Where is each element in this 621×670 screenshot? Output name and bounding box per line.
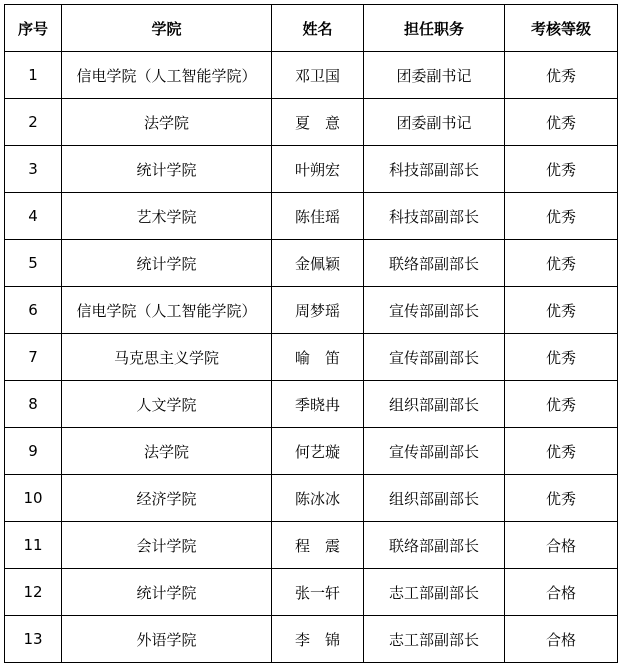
cell-index: 10 — [5, 475, 62, 522]
cell-college: 会计学院 — [62, 522, 272, 569]
cell-position: 联络部副部长 — [364, 240, 505, 287]
table-row — [5, 522, 618, 569]
assessment-table — [4, 4, 618, 663]
table-row — [5, 381, 618, 428]
cell-grade: 优秀 — [505, 381, 618, 428]
table-row — [5, 475, 618, 522]
cell-index: 4 — [5, 193, 62, 240]
cell-college: 艺术学院 — [62, 193, 272, 240]
cell-index: 7 — [5, 334, 62, 381]
cell-college: 外语学院 — [62, 616, 272, 663]
cell-name: 邓卫国 — [272, 52, 364, 99]
cell-name: 张一轩 — [272, 569, 364, 616]
cell-index: 1 — [5, 52, 62, 99]
table-row — [5, 193, 618, 240]
cell-grade: 优秀 — [505, 240, 618, 287]
cell-grade: 优秀 — [505, 428, 618, 475]
cell-college: 法学院 — [62, 99, 272, 146]
cell-index: 13 — [5, 616, 62, 663]
cell-name: 程 震 — [272, 522, 364, 569]
cell-index: 12 — [5, 569, 62, 616]
cell-name: 周梦瑶 — [272, 287, 364, 334]
cell-name: 叶朔宏 — [272, 146, 364, 193]
cell-position: 宣传部副部长 — [364, 287, 505, 334]
cell-name: 金佩颖 — [272, 240, 364, 287]
cell-grade: 合格 — [505, 569, 618, 616]
cell-position: 组织部副部长 — [364, 475, 505, 522]
cell-index: 5 — [5, 240, 62, 287]
cell-grade: 优秀 — [505, 146, 618, 193]
cell-name: 季晓冉 — [272, 381, 364, 428]
header-college: 学院 — [62, 5, 272, 52]
cell-name: 何艺璇 — [272, 428, 364, 475]
cell-name: 李 锦 — [272, 616, 364, 663]
header-index: 序号 — [5, 5, 62, 52]
table-row — [5, 240, 618, 287]
header-name: 姓名 — [272, 5, 364, 52]
cell-index: 3 — [5, 146, 62, 193]
cell-index: 11 — [5, 522, 62, 569]
cell-index: 6 — [5, 287, 62, 334]
cell-position: 志工部副部长 — [364, 569, 505, 616]
table-row — [5, 616, 618, 663]
cell-position: 组织部副部长 — [364, 381, 505, 428]
cell-index: 2 — [5, 99, 62, 146]
cell-position: 科技部副部长 — [364, 193, 505, 240]
cell-college: 人文学院 — [62, 381, 272, 428]
cell-position: 团委副书记 — [364, 99, 505, 146]
table-row — [5, 428, 618, 475]
table-row — [5, 287, 618, 334]
cell-index: 9 — [5, 428, 62, 475]
table-row — [5, 334, 618, 381]
cell-position: 联络部副部长 — [364, 522, 505, 569]
cell-grade: 优秀 — [505, 52, 618, 99]
cell-grade: 合格 — [505, 616, 618, 663]
cell-college: 信电学院（人工智能学院） — [62, 287, 272, 334]
cell-grade: 优秀 — [505, 475, 618, 522]
cell-college: 马克思主义学院 — [62, 334, 272, 381]
table-row — [5, 99, 618, 146]
cell-grade: 优秀 — [505, 287, 618, 334]
table-row — [5, 52, 618, 99]
table-header-row — [5, 5, 618, 52]
cell-index: 8 — [5, 381, 62, 428]
cell-name: 陈佳瑶 — [272, 193, 364, 240]
cell-name: 陈冰冰 — [272, 475, 364, 522]
cell-name: 夏 意 — [272, 99, 364, 146]
cell-position: 志工部副部长 — [364, 616, 505, 663]
cell-college: 法学院 — [62, 428, 272, 475]
cell-grade: 优秀 — [505, 193, 618, 240]
table-row — [5, 146, 618, 193]
cell-college: 统计学院 — [62, 240, 272, 287]
cell-grade: 优秀 — [505, 334, 618, 381]
cell-position: 宣传部副部长 — [364, 428, 505, 475]
cell-college: 信电学院（人工智能学院） — [62, 52, 272, 99]
cell-name: 喻 笛 — [272, 334, 364, 381]
table-row — [5, 569, 618, 616]
cell-college: 统计学院 — [62, 146, 272, 193]
cell-college: 经济学院 — [62, 475, 272, 522]
cell-position: 科技部副部长 — [364, 146, 505, 193]
header-grade: 考核等级 — [505, 5, 618, 52]
cell-position: 宣传部副部长 — [364, 334, 505, 381]
cell-college: 统计学院 — [62, 569, 272, 616]
cell-position: 团委副书记 — [364, 52, 505, 99]
cell-grade: 优秀 — [505, 99, 618, 146]
header-position: 担任职务 — [364, 5, 505, 52]
cell-grade: 合格 — [505, 522, 618, 569]
